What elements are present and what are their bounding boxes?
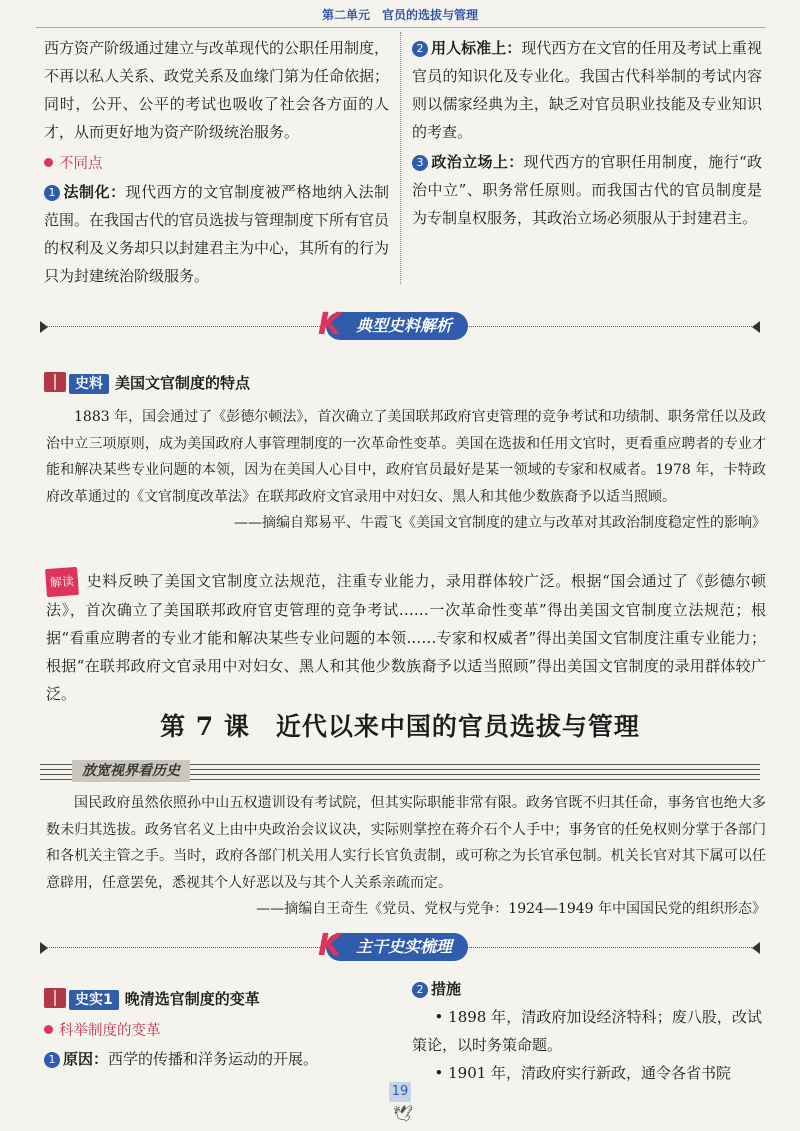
bird-icon: 🕊	[393, 1104, 414, 1123]
triangle-right-icon	[752, 942, 760, 954]
book-icon	[44, 988, 66, 1008]
wide-vision-label: 放宽视界看历史	[72, 760, 190, 782]
point-political-stance: 3 政治立场上：现代西方的官职任用制度，施行“政治中立”、职务常任原则。而我国古代的官员制度是为专制皇权服务，其政治立场必须服从于封建君主。	[412, 153, 762, 227]
subhead-exam-reform: 科举制度的变革	[44, 1017, 389, 1045]
number-1-icon: 1	[44, 1052, 60, 1068]
k-logo-icon: K	[318, 928, 342, 963]
wide-vision-header	[40, 760, 760, 782]
source-citation: ——摘编自郑易平、牛霞飞《美国文官制度的建立与改革对其政治制度稳定性的影响》	[234, 515, 766, 531]
lesson-title: 第 7 课 近代以来中国的官员选拔与管理	[160, 712, 640, 741]
top-left-column	[44, 34, 389, 290]
band-label: K 典型史料解析	[326, 312, 468, 340]
number-1-icon: 1	[44, 185, 60, 201]
book-icon	[44, 372, 66, 392]
point-legalization: 1 法制化：现代西方的文官制度被严格地纳入法制范围。在我国古代的官员选拔与管理制度下所有官员的权利及义务却只以封建君主为中心，其所有的行为只为封建统治阶级服务。	[44, 183, 390, 285]
subhead-differences: 不同点	[44, 150, 389, 178]
number-3-icon: 3	[412, 155, 428, 171]
k-logo-icon: K	[318, 307, 342, 342]
source-excerpt: 1883 年，国会通过了《彭德尔顿法》，首次确立了美国联邦政府官吏管理的竞争考试和功绩制、职务常任以及政治中立三项原则，成为美国政府人事管理制度的一次革命性变革。美国在选拔和任用文官时，更看重应聘者的专业才能和解决某些专业问题的本领，因为在美国人心目中，政府官员最好是某一领域的专家和权威者。1978 年，卡特政府改革通过的《文官制度改革法》在联邦政府文官录用中对妇女、黑人和其他少数族裔予以适当照顾。 ——摘编自郑易平、牛霞飞《美国文官制度的建立与改革对其政治制度稳定性的影响》	[46, 404, 766, 537]
bullet-dot-icon	[44, 158, 53, 167]
intro-paragraph: 西方资产阶级通过建立与改革现代的公职任用制度，不再以私人关系、政党关系及血缘门第为任命依据；同时，公开、公平的考试也吸收了社会各方面的人才，从而更好地为资产阶级统治服务。	[44, 39, 390, 141]
analysis-tag: 解读	[45, 567, 79, 597]
column-divider	[400, 32, 401, 284]
number-2-icon: 2	[412, 41, 428, 57]
wide-vision-text: 国民政府虽然依照孙中山五权遗训设有考试院，但其实际职能非常有限。政务官既不归其任命，事务官也绝大多数未归其选拔。政务官名义上由中央政治会议议决，实际则掌控在蒋介石个人手中；事务官的任免权则分掌于各部门和各机关主管之手。当时，政府各部门机关用人实行长官负责制，或可称之为长官承包制。机关长官对其下属可以任意辟用，任意罢免，悉视其个人好恶以及与其个人关系亲疏而定。 ——摘编自王奇生《党员、党权与党争：1924—1949 年中国国民党的组织形态》	[46, 790, 766, 923]
triangle-left-icon	[40, 321, 48, 333]
number-2-icon: 2	[412, 982, 428, 998]
running-header: 第二单元 官员的选拔与管理	[321, 8, 478, 22]
page-number: 19	[389, 1082, 411, 1102]
bullet-dot-icon	[44, 1025, 53, 1034]
section-band-facts	[40, 928, 760, 963]
triangle-right-icon	[752, 321, 760, 333]
point-measures: 2 措施	[412, 975, 762, 1003]
triangle-left-icon	[40, 942, 48, 954]
bottom-left-column	[44, 985, 389, 1073]
fact-title: 史实1 晚清选官制度的变革	[44, 985, 389, 1013]
wide-vision-citation: ——摘编自王奇生《党员、党权与党争：1924—1949 年中国国民党的组织形态》	[256, 901, 766, 917]
band-label: K 主干史实梳理	[326, 933, 468, 961]
measure-1901: • 1901 年，清政府实行新政，通令各省书院	[434, 1064, 732, 1082]
measure-1898: • 1898 年，清政府加设经济特科；废八股，改试策论，以时务策命题。	[412, 1008, 762, 1054]
header-rule	[36, 27, 766, 28]
point-cause: 1 原因：西学的传播和洋务运动的开展。	[44, 1045, 389, 1073]
source-title: 史料 美国文官制度的特点	[44, 372, 250, 394]
section-band-analysis	[40, 307, 760, 342]
top-right-column	[412, 34, 762, 232]
point-hiring-standard: 2 用人标准上：现代西方在文官的任用及考试上重视官员的知识化及专业化。我国古代科举制的考试内容则以儒家经典为主，缺乏对官员职业技能及专业知识的考查。	[412, 39, 762, 141]
bottom-right-column	[412, 975, 762, 1087]
analysis-block: 解读 史料反映了美国文官制度立法规范，注重专业能力，录用群体较广泛。根据“国会通过了《彭德尔顿法》，首次确立了美国联邦政府官吏管理的竞争考试……一次革命性变革”得出美国文官制度立法规范；根据“看重应聘者的专业才能和解决某些专业问题的本领……专家和权威者”得出美国文官制度注重专业能力；根据“在联邦政府文官录用中对妇女、黑人和其他少数族裔予以适当照顾”得出美国文官制度的录用群体较广泛。	[46, 567, 766, 708]
